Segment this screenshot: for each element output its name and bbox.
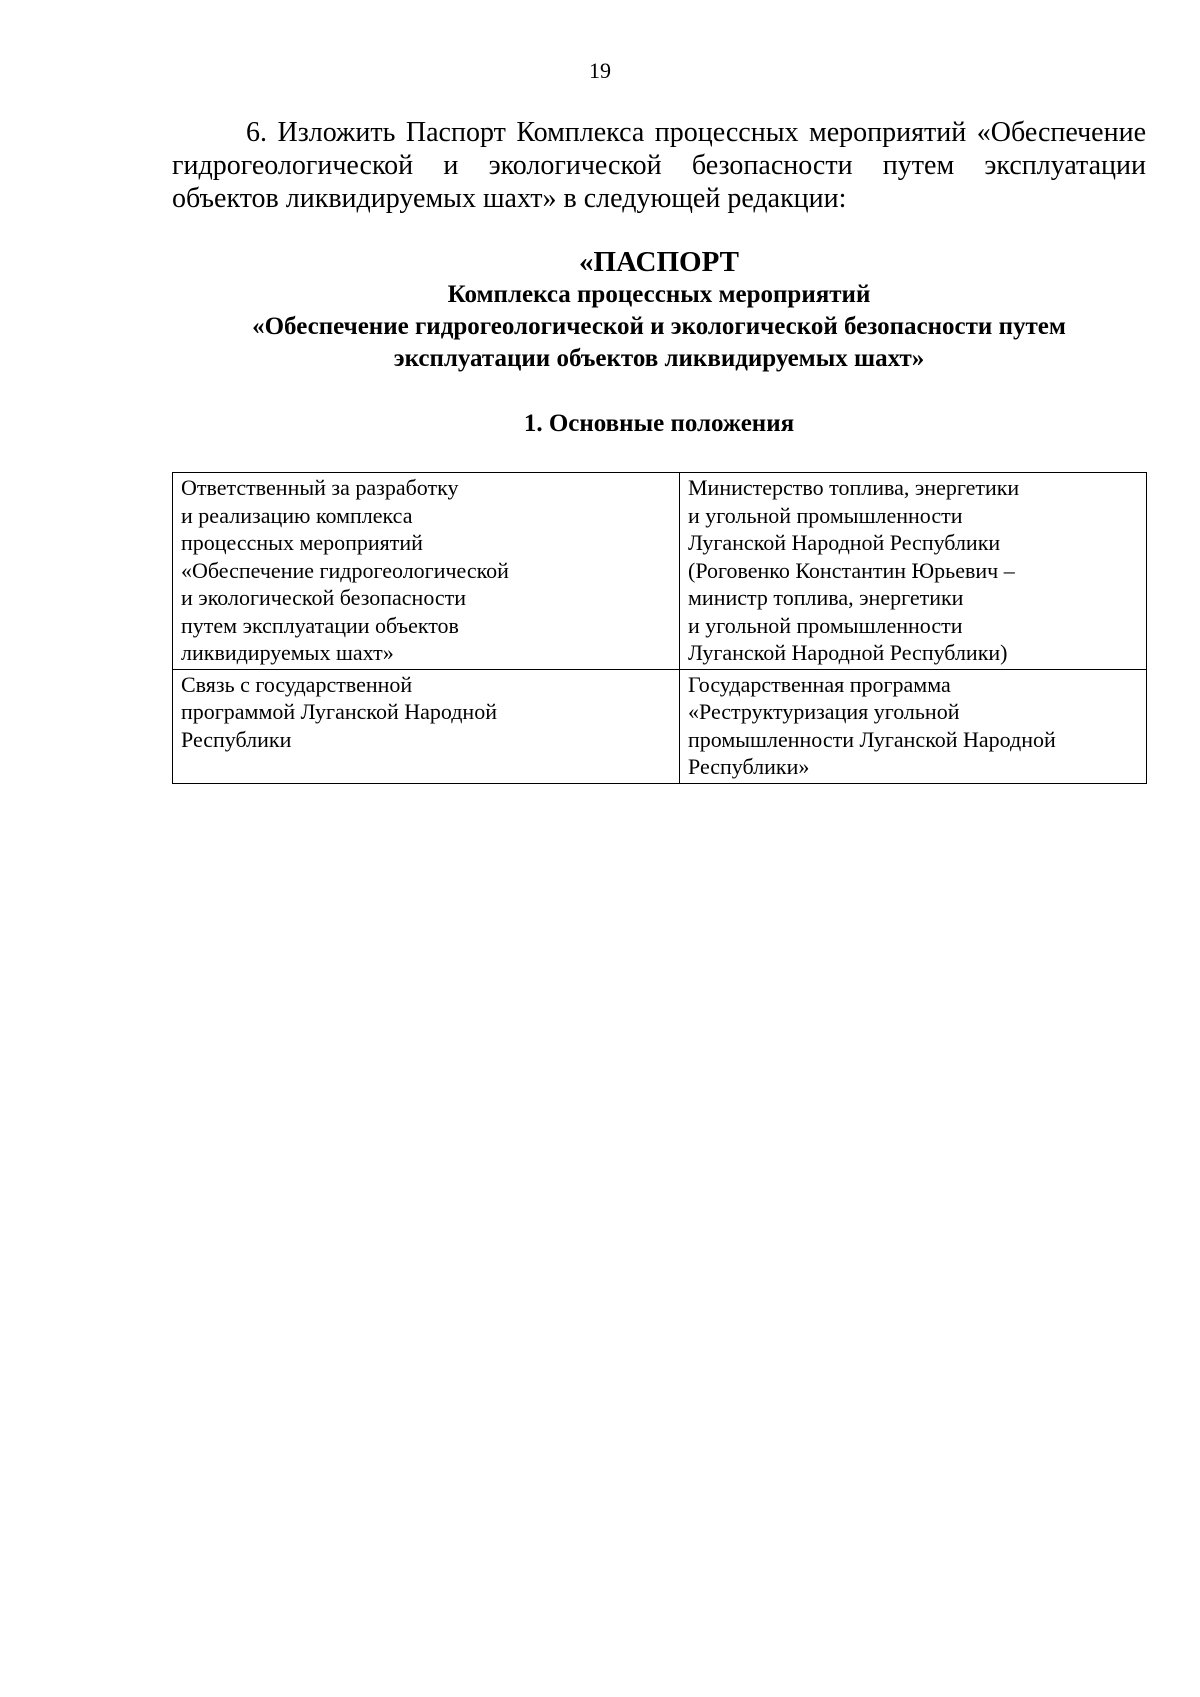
- table-cell-label: [173, 473, 680, 670]
- passport-subtitle-line: эксплуатации объектов ликвидируемых шахт»: [393, 345, 925, 372]
- table-cell-value: [680, 669, 1147, 783]
- basic-provisions-table: [172, 472, 1147, 784]
- cell-line: Ответственный за разработку: [181, 475, 459, 500]
- cell-line: промышленности Луганской Народной: [688, 726, 1056, 752]
- intro-paragraph: [172, 116, 1146, 215]
- cell-line: «Обеспечение гидрогеологической: [181, 557, 509, 583]
- cell-line: (Роговенко Константин Юрьевич –: [688, 557, 1015, 583]
- table-cell-label: [173, 669, 680, 783]
- cell-line: Государственная программа: [688, 671, 951, 697]
- intro-line: 6. Изложить Паспорт Комплекса процессных мероприятий «Обеспечение: [246, 117, 1146, 148]
- cell-line: путем эксплуатации объектов: [181, 612, 459, 638]
- cell-line: программой Луганской Народной: [181, 699, 497, 724]
- cell-line: Связь с государственной: [181, 671, 413, 697]
- cell-line: и угольной промышленности: [688, 502, 963, 528]
- table-cell-value: [680, 473, 1147, 670]
- cell-line: Министерство топлива, энергетики: [688, 475, 1020, 500]
- cell-line: Луганской Народной Республики: [688, 530, 1001, 555]
- cell-line: «Реструктуризация угольной: [688, 699, 960, 724]
- table-row: [173, 669, 1147, 783]
- passport-heading: [172, 246, 1146, 375]
- intro-line: объектов ликвидируемых шахт» в следующей редакции:: [172, 183, 847, 214]
- passport-subtitle-line: «Обеспечение гидрогеологической и экологической безопасности путем: [252, 313, 1066, 340]
- cell-line: Республики: [181, 726, 292, 752]
- cell-line: Луганской Народной Республики): [688, 640, 1008, 665]
- page-number: 19: [589, 58, 611, 83]
- section-title: 1. Основные положения: [523, 410, 795, 437]
- cell-line: и реализацию комплекса: [181, 502, 413, 528]
- passport-subtitle-line: Комплекса процессных мероприятий: [447, 281, 871, 308]
- cell-line: и экологической безопасности: [181, 585, 467, 610]
- cell-line: и угольной промышленности: [688, 612, 963, 638]
- table-row: [173, 473, 1147, 670]
- cell-line: министр топлива, энергетики: [688, 585, 964, 610]
- cell-line: процессных мероприятий: [181, 530, 423, 555]
- intro-line: гидрогеологической и экологической безопасности путем эксплуатации: [172, 150, 1146, 181]
- cell-line: Республики»: [688, 754, 810, 779]
- cell-line: ликвидируемых шахт»: [181, 640, 394, 665]
- passport-title: «ПАСПОРТ: [578, 246, 740, 278]
